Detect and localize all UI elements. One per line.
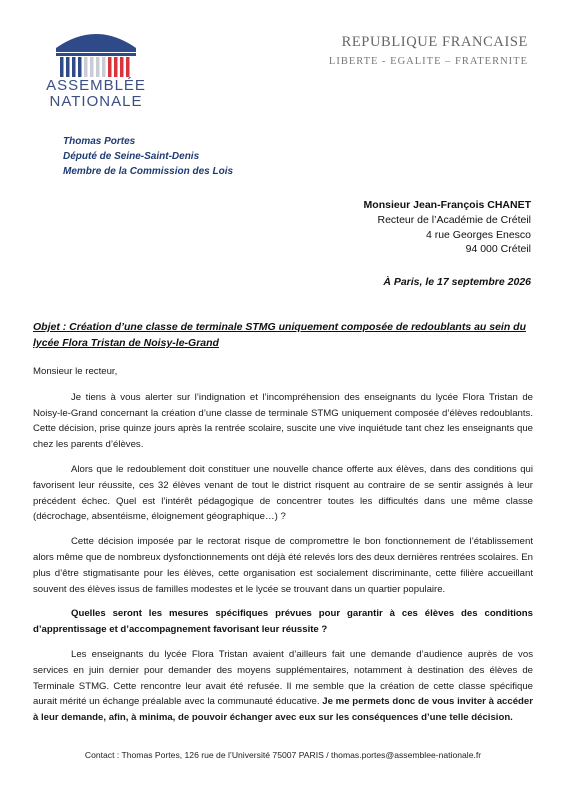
paragraph-4: [33, 647, 533, 726]
recipient-street: 4 rue Georges Enesco: [425, 228, 531, 241]
letter-subject: Objet : Création d’une classe de terminale STMG uniquement composée de redoublants au sein du lycée Flora Tristan de Noisy-le-Grand: [33, 321, 527, 349]
sender-role: Membre de la Commission des Lois: [63, 166, 234, 177]
republic-heading: [329, 34, 528, 67]
sender-title: Député de Seine-Saint-Denis: [63, 151, 200, 162]
recipient-block: [364, 198, 531, 257]
republic-title: REPUBLIQUE FRANCAISE: [341, 34, 528, 50]
salutation: Monsieur le recteur,: [33, 366, 118, 377]
letter-body: [33, 364, 533, 735]
hemicycle-icon: [54, 26, 138, 78]
question-paragraph: Quelles seront les mesures spécifiques prévues pour garantir à ces élèves des conditions d’apprentissage et d’accompagnement favorisant leur réussite ?: [33, 608, 533, 636]
recipient-title: Recteur de l’Académie de Créteil: [377, 213, 531, 226]
paragraph-4-text: Les enseignants du lycée Flora Tristan avaient d’ailleurs fait une demande d’audience auprès de vos services en juin dernier pour demander des moyens supplémentaires, notamment à destination des élèves de Terminale STMG. Cette rencontre leur avait été refusée. Il me semble que la création de cette classe spécifique aurait mérité un échange préalable avec la communauté éducative.: [33, 648, 533, 708]
logo-text-line2: NATIONALE: [49, 93, 143, 110]
paragraph-3: Cette décision imposée par le rectorat risque de compromettre le bon fonctionnement de l’établissement alors même que de nombreux dysfonctionnements ont déjà été relevés lors des deux dernières rentrées scolaires. En plus d’être stigmatisante pour les élèves, cette organisation est socialement discriminante, cette filière accueillant souvent des élèves issus de familles modestes et le lycée se trouvant dans un quartier populaire.: [33, 536, 533, 595]
assemblee-nationale-logo: [40, 26, 152, 110]
sender-name: Thomas Portes: [63, 136, 136, 147]
recipient-city: 94 000 Créteil: [465, 243, 531, 256]
republic-motto: LIBERTE - EGALITE – FRATERNITE: [328, 56, 528, 67]
contact-footer: Contact : Thomas Portes, 126 rue de l’Université 75007 PARIS / thomas.portes@assemblee-nationale.fr: [84, 750, 482, 760]
logo-text-line1: ASSEMBLÉE: [46, 77, 146, 94]
sender-block: [63, 134, 233, 179]
paragraph-2: Alors que le redoublement doit constituer une nouvelle chance offerte aux élèves, dans des conditions qui favorisent leur réussite, ces 32 élèves venant de tout le district risquent au contraire de se sentir assignés à leur précédent échec. Quel est l’intérêt pédagogique de concentrer toutes les difficultés dans une même classe (décrochage, absentéisme, éloignement géographique…) ?: [33, 463, 533, 523]
paragraph-1: Je tiens à vous alerter sur l’indignation et l’incompréhension des enseignants du lycée Flora Tristan de Noisy-le-Grand concernant la création d’une classe de terminale STMG uniquement composée d’élèves redoublants. Cette décision, prise quinze jours après la rentrée scolaire, suscite une vive inquiétude tant chez les enseignants que chez les parents d’élèves.: [33, 391, 533, 451]
paragraph-4-bold-text: Je me permets donc de vous inviter à accéder à leur demande, afin, à minima, de pouvoir échanger avec eux sur les conséquences d’une telle décision.: [33, 696, 533, 724]
letter-date: À Paris, le 17 septembre 2026: [383, 276, 531, 288]
recipient-name: Monsieur Jean-François CHANET: [363, 199, 531, 211]
